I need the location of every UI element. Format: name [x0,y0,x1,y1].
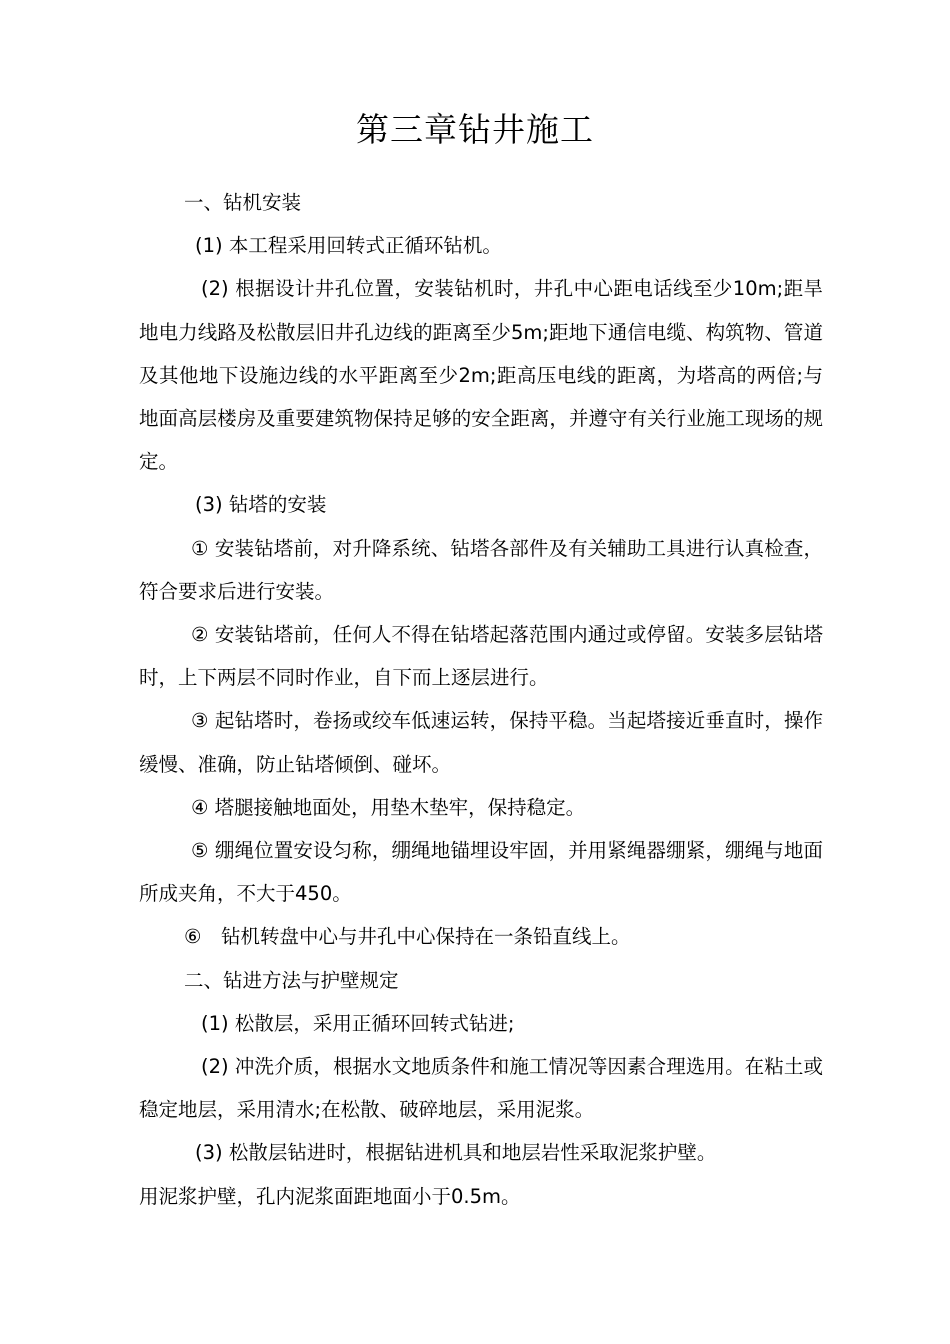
section-heading-drilling-method: 二、钻进方法与护壁规定 [184,968,399,992]
document-body [139,181,823,1218]
paragraph-method-2: (2) 冲洗介质，根据水文地质条件和施工情况等因素合理选用。在粘土或稳定地层，采用清水;在松散、破碎地层，采用泥浆。 [139,1055,823,1122]
paragraph-mud-wall: 用泥浆护壁，孔内泥浆面距地面小于0.5m。 [139,1184,521,1208]
paragraph-circled-4: ④ 塔腿接触地面处，用垫木垫牢，保持稳定。 [191,795,586,819]
paragraph-circled-3: ③ 起钻塔时，卷扬或绞车低速运转，保持平稳。当起塔接近垂直时，操作缓慢、准确，防止钻塔倾倒、碰坏。 [139,709,823,776]
paragraph-item-1: (1) 本工程采用回转式正循环钻机。 [195,234,502,258]
chapter-title: 第三章钻井施工 [356,110,594,149]
paragraph-item-2: (2) 根据设计井孔位置，安装钻机时，井孔中心距电话线至少10m;距旱地电力线路及松散层旧井孔边线的距离至少5m;距地下通信电缆、构筑物、管道及其他地下设施边线的水平距离至少2m;距高压电线的距离，为塔高的两倍;与地面高层楼房及重要建筑物保持足够的安全距离，并遵守有关行业施工现场的规定。 [139,277,823,474]
paragraph-circled-5: ⑤ 绷绳位置安设匀称，绷绳地锚埋设牢固，并用紧绳器绷紧，绷绳与地面所成夹角，不大于450。 [139,839,823,906]
paragraph-method-3: (3) 松散层钻进时，根据钻进机具和地层岩性采取泥浆护壁。 [195,1141,717,1165]
paragraph-method-1: (1) 松散层，采用正循环回转式钻进; [201,1011,515,1035]
paragraph-item-3: (3) 钻塔的安装 [195,493,327,517]
paragraph-circled-1: ① 安装钻塔前，对升降系统、钻塔各部件及有关辅助工具进行认真检查，符合要求后进行安装。 [139,536,823,603]
paragraph-circled-6: ⑥ 钻机转盘中心与井孔中心保持在一条铅直线上。 [184,925,631,949]
section-heading-drill-installation: 一、钻机安装 [184,191,302,214]
paragraph-circled-2: ② 安装钻塔前，任何人不得在钻塔起落范围内通过或停留。安装多层钻塔时，上下两层不同时作业，自下而上逐层进行。 [139,623,823,690]
